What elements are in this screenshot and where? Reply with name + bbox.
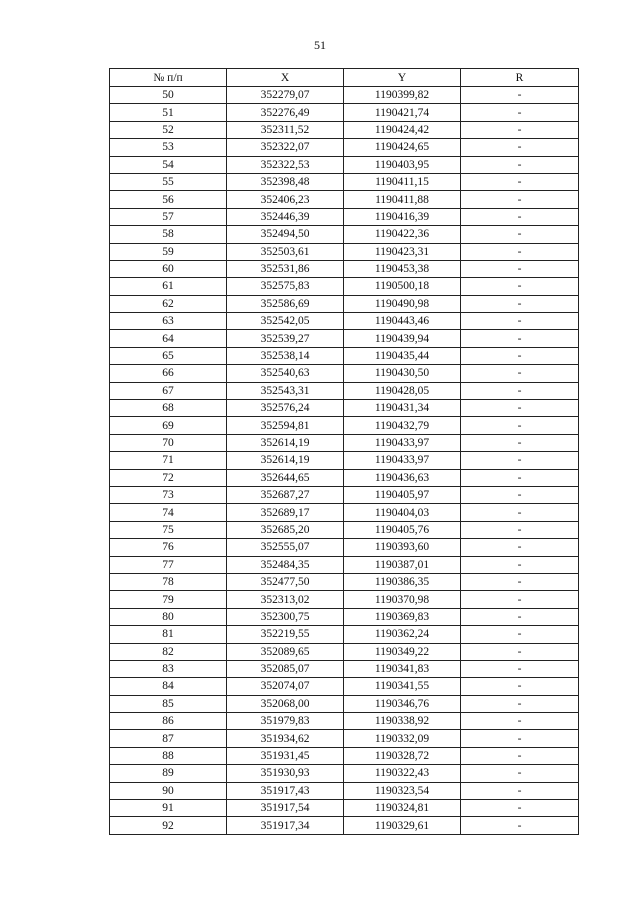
cell-x: 351930,93 — [227, 765, 344, 782]
table-body — [110, 87, 579, 835]
cell-r: - — [461, 313, 579, 330]
cell-number: 81 — [110, 626, 227, 643]
cell-r: - — [461, 782, 579, 799]
cell-number: 88 — [110, 747, 227, 764]
cell-number: 62 — [110, 295, 227, 312]
table-row — [110, 452, 579, 469]
cell-y: 1190430,50 — [344, 365, 461, 382]
table-row — [110, 486, 579, 503]
cell-number: 84 — [110, 678, 227, 695]
cell-y: 1190490,98 — [344, 295, 461, 312]
cell-r: - — [461, 330, 579, 347]
cell-number: 60 — [110, 260, 227, 277]
table-row — [110, 643, 579, 660]
table-row — [110, 87, 579, 104]
cell-y: 1190341,55 — [344, 678, 461, 695]
cell-number: 58 — [110, 226, 227, 243]
cell-r: - — [461, 243, 579, 260]
cell-x: 352687,27 — [227, 486, 344, 503]
cell-x: 352531,86 — [227, 260, 344, 277]
cell-x: 352538,14 — [227, 347, 344, 364]
cell-r: - — [461, 660, 579, 677]
cell-y: 1190416,39 — [344, 208, 461, 225]
table-row — [110, 504, 579, 521]
cell-x: 351917,43 — [227, 782, 344, 799]
cell-r: - — [461, 573, 579, 590]
page-number: 51 — [314, 38, 326, 52]
cell-r: - — [461, 260, 579, 277]
cell-x: 352689,17 — [227, 504, 344, 521]
cell-number: 72 — [110, 469, 227, 486]
cell-y: 1190436,63 — [344, 469, 461, 486]
cell-number: 79 — [110, 591, 227, 608]
cell-number: 87 — [110, 730, 227, 747]
cell-x: 352484,35 — [227, 556, 344, 573]
cell-x: 352542,05 — [227, 313, 344, 330]
cell-y: 1190411,88 — [344, 191, 461, 208]
cell-y: 1190322,43 — [344, 765, 461, 782]
cell-y: 1190403,95 — [344, 156, 461, 173]
cell-number: 92 — [110, 817, 227, 834]
cell-y: 1190424,65 — [344, 139, 461, 156]
cell-x: 352406,23 — [227, 191, 344, 208]
table-row — [110, 747, 579, 764]
cell-y: 1190439,94 — [344, 330, 461, 347]
table-row — [110, 434, 579, 451]
cell-r: - — [461, 87, 579, 104]
cell-x: 352539,27 — [227, 330, 344, 347]
column-header-r: R — [461, 69, 579, 87]
cell-r: - — [461, 156, 579, 173]
cell-number: 59 — [110, 243, 227, 260]
cell-y: 1190404,03 — [344, 504, 461, 521]
column-header-y: Y — [344, 69, 461, 87]
cell-r: - — [461, 191, 579, 208]
cell-x: 351931,45 — [227, 747, 344, 764]
cell-number: 65 — [110, 347, 227, 364]
cell-x: 352068,00 — [227, 695, 344, 712]
cell-y: 1190433,97 — [344, 434, 461, 451]
table-row — [110, 817, 579, 834]
cell-r: - — [461, 295, 579, 312]
cell-r: - — [461, 208, 579, 225]
cell-number: 82 — [110, 643, 227, 660]
cell-r: - — [461, 121, 579, 138]
cell-y: 1190341,83 — [344, 660, 461, 677]
table-row — [110, 295, 579, 312]
cell-number: 76 — [110, 539, 227, 556]
cell-number: 57 — [110, 208, 227, 225]
cell-y: 1190435,44 — [344, 347, 461, 364]
cell-number: 53 — [110, 139, 227, 156]
table-row — [110, 243, 579, 260]
cell-y: 1190431,34 — [344, 400, 461, 417]
table-row — [110, 417, 579, 434]
cell-x: 352576,24 — [227, 400, 344, 417]
table-row — [110, 121, 579, 138]
cell-x: 351917,34 — [227, 817, 344, 834]
cell-y: 1190369,83 — [344, 608, 461, 625]
cell-r: - — [461, 486, 579, 503]
cell-x: 352614,19 — [227, 452, 344, 469]
table-row — [110, 313, 579, 330]
cell-number: 56 — [110, 191, 227, 208]
cell-r: - — [461, 539, 579, 556]
cell-x: 352614,19 — [227, 434, 344, 451]
cell-r: - — [461, 817, 579, 834]
table-row — [110, 226, 579, 243]
table-row — [110, 660, 579, 677]
cell-number: 54 — [110, 156, 227, 173]
cell-y: 1190405,76 — [344, 521, 461, 538]
cell-r: - — [461, 173, 579, 190]
cell-y: 1190411,15 — [344, 173, 461, 190]
cell-x: 352575,83 — [227, 278, 344, 295]
cell-number: 61 — [110, 278, 227, 295]
cell-x: 352219,55 — [227, 626, 344, 643]
cell-number: 66 — [110, 365, 227, 382]
cell-x: 352543,31 — [227, 382, 344, 399]
cell-x: 352276,49 — [227, 104, 344, 121]
table-row — [110, 400, 579, 417]
cell-x: 351979,83 — [227, 713, 344, 730]
cell-number: 69 — [110, 417, 227, 434]
cell-number: 85 — [110, 695, 227, 712]
cell-number: 55 — [110, 173, 227, 190]
cell-r: - — [461, 713, 579, 730]
cell-x: 352503,61 — [227, 243, 344, 260]
cell-x: 352398,48 — [227, 173, 344, 190]
cell-r: - — [461, 730, 579, 747]
cell-x: 352586,69 — [227, 295, 344, 312]
cell-y: 1190329,61 — [344, 817, 461, 834]
cell-y: 1190349,22 — [344, 643, 461, 660]
table-row — [110, 278, 579, 295]
table-row — [110, 713, 579, 730]
cell-number: 83 — [110, 660, 227, 677]
table-row — [110, 139, 579, 156]
cell-x: 352594,81 — [227, 417, 344, 434]
cell-r: - — [461, 434, 579, 451]
cell-r: - — [461, 452, 579, 469]
cell-number: 52 — [110, 121, 227, 138]
cell-number: 50 — [110, 87, 227, 104]
cell-x: 352279,07 — [227, 87, 344, 104]
cell-y: 1190370,98 — [344, 591, 461, 608]
table-row — [110, 156, 579, 173]
cell-number: 51 — [110, 104, 227, 121]
cell-r: - — [461, 521, 579, 538]
cell-r: - — [461, 382, 579, 399]
cell-number: 67 — [110, 382, 227, 399]
cell-x: 352494,50 — [227, 226, 344, 243]
cell-r: - — [461, 608, 579, 625]
cell-number: 91 — [110, 800, 227, 817]
cell-x: 352446,39 — [227, 208, 344, 225]
cell-y: 1190453,38 — [344, 260, 461, 277]
cell-r: - — [461, 678, 579, 695]
table-row — [110, 608, 579, 625]
table-row — [110, 521, 579, 538]
cell-x: 352300,75 — [227, 608, 344, 625]
table-row — [110, 173, 579, 190]
cell-r: - — [461, 469, 579, 486]
cell-y: 1190423,31 — [344, 243, 461, 260]
cell-number: 80 — [110, 608, 227, 625]
table-row — [110, 573, 579, 590]
cell-x: 352322,53 — [227, 156, 344, 173]
cell-r: - — [461, 365, 579, 382]
cell-y: 1190422,36 — [344, 226, 461, 243]
cell-y: 1190362,24 — [344, 626, 461, 643]
table-row — [110, 104, 579, 121]
cell-number: 73 — [110, 486, 227, 503]
cell-y: 1190386,35 — [344, 573, 461, 590]
cell-y: 1190432,79 — [344, 417, 461, 434]
cell-x: 351934,62 — [227, 730, 344, 747]
cell-r: - — [461, 504, 579, 521]
cell-r: - — [461, 643, 579, 660]
table-row — [110, 382, 579, 399]
cell-x: 352477,50 — [227, 573, 344, 590]
cell-r: - — [461, 347, 579, 364]
cell-y: 1190328,72 — [344, 747, 461, 764]
cell-number: 77 — [110, 556, 227, 573]
cell-y: 1190332,09 — [344, 730, 461, 747]
table-header-row — [110, 69, 579, 87]
cell-r: - — [461, 278, 579, 295]
table-row — [110, 626, 579, 643]
cell-y: 1190428,05 — [344, 382, 461, 399]
table-row — [110, 556, 579, 573]
cell-x: 352089,65 — [227, 643, 344, 660]
cell-y: 1190421,74 — [344, 104, 461, 121]
cell-number: 89 — [110, 765, 227, 782]
cell-r: - — [461, 626, 579, 643]
table-row — [110, 330, 579, 347]
cell-r: - — [461, 556, 579, 573]
cell-y: 1190387,01 — [344, 556, 461, 573]
cell-y: 1190324,81 — [344, 800, 461, 817]
table-row — [110, 539, 579, 556]
cell-r: - — [461, 104, 579, 121]
cell-number: 90 — [110, 782, 227, 799]
cell-x: 352555,07 — [227, 539, 344, 556]
table-row — [110, 260, 579, 277]
table-row — [110, 800, 579, 817]
table-row — [110, 469, 579, 486]
table-row — [110, 347, 579, 364]
column-header-number: № п/п — [110, 69, 227, 87]
cell-y: 1190399,82 — [344, 87, 461, 104]
cell-r: - — [461, 747, 579, 764]
table-row — [110, 191, 579, 208]
table-row — [110, 208, 579, 225]
table-row — [110, 365, 579, 382]
cell-y: 1190393,60 — [344, 539, 461, 556]
coordinates-table — [109, 68, 579, 835]
cell-r: - — [461, 417, 579, 434]
cell-y: 1190500,18 — [344, 278, 461, 295]
cell-x: 352311,52 — [227, 121, 344, 138]
table-row — [110, 765, 579, 782]
table-row — [110, 591, 579, 608]
cell-number: 64 — [110, 330, 227, 347]
cell-r: - — [461, 139, 579, 156]
cell-r: - — [461, 226, 579, 243]
cell-x: 352074,07 — [227, 678, 344, 695]
cell-r: - — [461, 800, 579, 817]
cell-number: 68 — [110, 400, 227, 417]
table-row — [110, 678, 579, 695]
table-row — [110, 695, 579, 712]
cell-x: 351917,54 — [227, 800, 344, 817]
cell-x: 352313,02 — [227, 591, 344, 608]
cell-x: 352085,07 — [227, 660, 344, 677]
cell-number: 75 — [110, 521, 227, 538]
table-row — [110, 782, 579, 799]
cell-number: 63 — [110, 313, 227, 330]
cell-number: 74 — [110, 504, 227, 521]
cell-y: 1190323,54 — [344, 782, 461, 799]
cell-y: 1190405,97 — [344, 486, 461, 503]
cell-x: 352644,65 — [227, 469, 344, 486]
cell-y: 1190433,97 — [344, 452, 461, 469]
cell-x: 352685,20 — [227, 521, 344, 538]
column-header-x: X — [227, 69, 344, 87]
table-row — [110, 730, 579, 747]
cell-number: 78 — [110, 573, 227, 590]
cell-y: 1190346,76 — [344, 695, 461, 712]
cell-number: 71 — [110, 452, 227, 469]
cell-x: 352322,07 — [227, 139, 344, 156]
cell-r: - — [461, 695, 579, 712]
cell-r: - — [461, 765, 579, 782]
cell-r: - — [461, 591, 579, 608]
cell-y: 1190338,92 — [344, 713, 461, 730]
cell-x: 352540,63 — [227, 365, 344, 382]
cell-number: 70 — [110, 434, 227, 451]
cell-number: 86 — [110, 713, 227, 730]
cell-r: - — [461, 400, 579, 417]
cell-y: 1190443,46 — [344, 313, 461, 330]
cell-y: 1190424,42 — [344, 121, 461, 138]
